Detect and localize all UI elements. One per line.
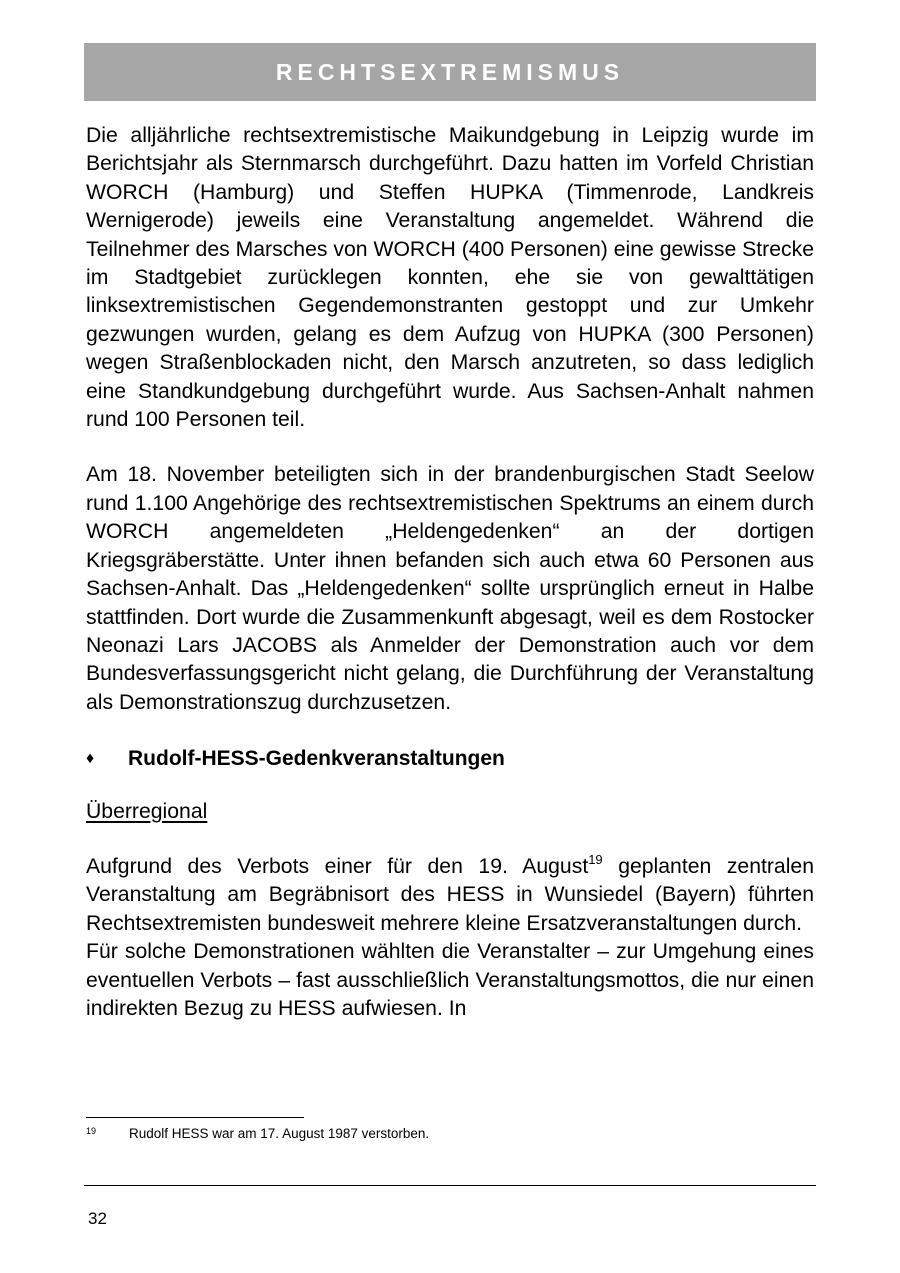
diamond-bullet-icon: ♦ — [86, 750, 95, 768]
footnote — [86, 1126, 814, 1141]
paragraph-veranstaltungsmottos: Für solche Demonstrationen wählten die Veranstalter – zur Umgehung eines eventuellen Verbots – fast ausschließlich Veranstaltungsmottos, die nur einen indirekten Bezug zu HESS aufwiesen. In — [86, 940, 814, 1020]
footnote-number: 19 — [86, 1126, 97, 1136]
footnote-divider — [86, 1117, 304, 1118]
paragraph-maikundgebung: Die alljährliche rechtsextremistische Maikundgebung in Leipzig wurde im Berichtsjahr als Sternmarsch durchgeführt. Dazu hatten im Vorfeld Christian WORCH (Hamburg) und Steffen HUPKA (Timmenrode, Landkreis Wernigerode) jeweils eine Veranstaltung angemeldet. Während die Teilnehmer des Marsches von WORCH (400 Personen) eine gewisse Strecke im Stadtgebiet zurücklegen konnten, ehe sie von gewalttätigen linksextremistischen Gegendemonstranten gestoppt und zur Umkehr gezwungen wurden, gelang es dem Aufzug von HUPKA (300 Personen) wegen Straßenblockaden nicht, den Marsch anzutreten, so dass lediglich eine Standkundgebung durchgeführt wurde. Aus Sachsen-Anhalt nahmen rund 100 Personen teil. — [86, 124, 814, 432]
paragraph-verbot-part2: geplanten zentralen Veranstaltung am Begräbnisort des HESS in Wunsiedel (Bayern) führten Rechtsextremisten bundesweit mehrere kleine Ersatzveranstaltungen durch. — [86, 854, 814, 935]
footnote-reference[interactable]: 19 — [588, 851, 603, 867]
paragraph-verbot — [86, 853, 814, 938]
chapter-header-bar — [84, 43, 816, 101]
chapter-title: RECHTSEXTREMISMUS — [275, 58, 625, 85]
subheading-ueberregional: Überregional — [86, 799, 208, 823]
footer-divider — [84, 1185, 816, 1186]
section-heading-text: Rudolf-HESS-Gedenkveranstaltungen — [128, 747, 505, 771]
paragraph-heldengedenken: Am 18. November beteiligten sich in der brandenburgischen Stadt Seelow rund 1.100 Angehörige des rechtsextremistischen Spektrums an einem durch WORCH angemeldeten „Heldengedenken“ an der dortigen Kriegsgräberstätte. Unter ihnen befanden sich auch etwa 60 Personen aus Sachsen-Anhalt. Das „Heldengedenken“ sollte ursprünglich erneut in Halbe stattfinden. Dort wurde die Zusammenkunft abgesagt, weil es dem Rostocker Neonazi Lars JACOBS als Anmelder der Demonstration auch vor dem Bundesverfassungsgericht nicht gelang, die Durchführung der Veranstaltung als Demonstrationszug durchzusetzen. — [86, 463, 814, 714]
footnote-text: Rudolf HESS war am 17. August 1987 verstorben. — [129, 1126, 430, 1141]
section-heading — [86, 745, 814, 773]
paragraph-verbot-part1: Aufgrund des Verbots einer für den 19. August — [86, 854, 589, 878]
page-number: 32 — [88, 1209, 107, 1228]
main-content — [86, 122, 814, 1023]
